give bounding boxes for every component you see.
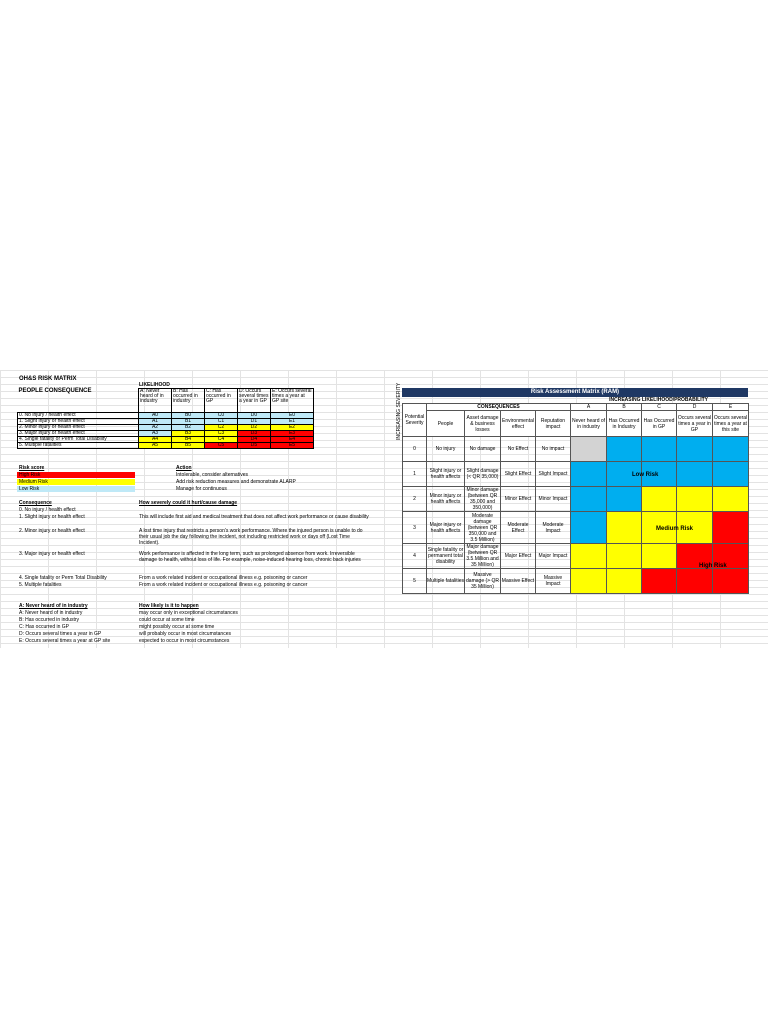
- risk-score-label: Risk score: [19, 465, 45, 471]
- low-risk-label: Low Risk: [632, 472, 659, 478]
- ram-letter-a: A: [571, 404, 607, 411]
- row-label: 1. Slight injury or health effect: [18, 419, 139, 425]
- ram-cell: [642, 437, 677, 462]
- rep: Major Impact: [536, 544, 571, 569]
- env: Minor Effect: [501, 487, 536, 512]
- ram-title: Risk Assessment Matrix (RAM): [402, 388, 748, 397]
- consequence-header: Consequence: [19, 500, 52, 506]
- cell: C1: [205, 419, 238, 425]
- likelihood-label: LIKELIHOOD: [139, 382, 170, 388]
- row-label: 0. No injury / health effect: [18, 413, 139, 419]
- cell: E0: [271, 413, 314, 419]
- cell: B1: [172, 419, 205, 425]
- ram-cell: [713, 487, 749, 512]
- ram-head-severity: Potential Severity: [403, 404, 427, 437]
- likelihood-def-b: B: Has occurred in industry: [19, 617, 80, 623]
- matrix-row-5: [18, 443, 314, 449]
- people: Single fatality or permanent total disability: [427, 544, 465, 569]
- oh-s-risk-matrix: [17, 388, 314, 449]
- likelihood-def-c-text: might possibly occur at some time: [139, 624, 215, 630]
- asset: No damage: [465, 437, 501, 462]
- ram-consequences: CONSEQUENCES: [427, 404, 571, 411]
- ram-cell: [571, 544, 607, 569]
- sev: 4: [403, 544, 427, 569]
- asset: Major damage (between QR 3.5 Million and 35 Million): [466, 544, 499, 568]
- likelihood-col-b: B: Has occurred in industry: [172, 389, 205, 413]
- cell: B0: [172, 413, 205, 419]
- rep: Moderate Impact: [536, 512, 571, 544]
- likelihood-col-e: E: Occurs several times a year at GP site: [271, 389, 314, 413]
- consequence-3: 3. Major injury or health effect: [19, 551, 85, 557]
- ram-letter-d: D: [677, 404, 713, 411]
- ram-lh-d: Occurs several times a year in GP: [677, 411, 713, 437]
- ram-row-0: [403, 437, 749, 462]
- risk-level-low: Low Risk: [17, 486, 135, 492]
- action-medium: Add risk reduction measures and demonstrate ALARP: [176, 479, 296, 485]
- high-risk-label: High Risk: [699, 563, 727, 569]
- action-label: Action: [176, 465, 192, 471]
- likelihood-col-c: C: Has occurred in GP: [205, 389, 238, 413]
- likelihood-col-a: A: Never heard of in industry: [139, 389, 172, 413]
- people: No injury: [427, 437, 465, 462]
- cell: E1: [271, 419, 314, 425]
- sheet-title: OH&S RISK MATRIX: [19, 376, 77, 382]
- sev: 0: [403, 437, 427, 462]
- ram-cell: [677, 437, 713, 462]
- consequence-0: 0. No injury / health effect: [19, 507, 76, 513]
- asset: Slight damage (< QR 35,000): [465, 462, 501, 487]
- cell: A1: [139, 419, 172, 425]
- cell: A2: [139, 425, 172, 431]
- likelihood-def-c: C: Has occurred in GP: [19, 624, 70, 630]
- env: No Effect: [501, 437, 536, 462]
- ram-table: [402, 403, 749, 594]
- env: Moderate Effect: [501, 512, 536, 544]
- ram-row-3: [403, 512, 749, 544]
- cell: D1: [238, 419, 271, 425]
- consequence-2-text: A lost time injury that restricts a person's work performance. Where the injured person is unable to do their usual job the day following the incident, not including restricted work or days off (Lost Time Incident).: [139, 528, 363, 546]
- ram-cell: [607, 437, 642, 462]
- ram-cell: [677, 569, 713, 594]
- ram-lh-a: Never heard of in industry: [571, 411, 607, 437]
- ram-cell: [607, 487, 642, 512]
- ram-lh-e: Occurs several times a year at this site: [713, 411, 749, 437]
- cell: C2: [205, 425, 238, 431]
- env: Major Effect: [501, 544, 536, 569]
- severity-header: How severely could it hurt/cause damage: [139, 500, 238, 506]
- risk-assessment-matrix: [402, 388, 748, 594]
- cell: D5: [238, 443, 271, 449]
- ram-cell: [607, 512, 642, 544]
- medium-risk-label: Medium Risk: [656, 526, 694, 532]
- consequence-5-text: From a work related incident or occupational illness e.g. poisoning or cancer: [139, 582, 308, 588]
- ram-cell: [677, 462, 713, 487]
- people: Minor injury or health affects: [427, 487, 465, 512]
- cell: A4: [139, 437, 172, 443]
- cell: A5: [139, 443, 172, 449]
- rep: Slight Impact: [536, 462, 571, 487]
- consequence-1-text: This will include first aid and medical treatment that does not affect work performance or cause disability: [139, 514, 369, 520]
- cell: E5: [271, 443, 314, 449]
- cell: B3: [172, 431, 205, 437]
- cell: B2: [172, 425, 205, 431]
- ram-cell: [642, 569, 677, 594]
- consequence-4-text: From a work related incident or occupational illness e.g. poisoning or cancer: [139, 575, 308, 581]
- likelihood-def-e-text: expected to occur in most circumstances: [139, 638, 230, 644]
- cell: C4: [205, 437, 238, 443]
- ram-row-5: [403, 569, 749, 594]
- people: Major injury or health affects: [427, 512, 465, 544]
- cell: E4: [271, 437, 314, 443]
- sev: 3: [403, 512, 427, 544]
- ram-head-people: People: [427, 411, 465, 437]
- ram-row-4: [403, 544, 749, 569]
- likelihood-def-d-text: will probably occur in most circumstances: [139, 631, 231, 637]
- people-consequence-header: PEOPLE CONSEQUENCE: [18, 387, 92, 394]
- consequence-5: 5. Multiple fatalities: [19, 582, 62, 588]
- ram-cell: [677, 487, 713, 512]
- cell: B5: [172, 443, 205, 449]
- people: Multiple fatalities: [427, 569, 465, 594]
- env: Massive Effect: [501, 569, 536, 594]
- ram-letter-b: B: [607, 404, 642, 411]
- cell: A0: [139, 413, 172, 419]
- ram-head-env: Environmental effect: [501, 411, 536, 437]
- cell: C5: [205, 443, 238, 449]
- consequence-1: 1. Slight injury or health effect: [19, 514, 85, 520]
- ram-head-rep: Reputation impact: [536, 411, 571, 437]
- sev: 2: [403, 487, 427, 512]
- action-high: Intolerable, consider alternatives: [176, 472, 248, 478]
- likelihood-def-a: A: Never heard of in industry: [19, 610, 83, 616]
- ram-cell: [713, 462, 749, 487]
- ram-cell: [607, 544, 642, 569]
- likelihood-header: A: Never heard of in industry: [19, 603, 88, 609]
- asset: Massive damage (> QR 35 Million): [465, 569, 501, 594]
- likelihood-def-d: D: Occurs several times a year in GP: [19, 631, 102, 637]
- ram-cell: [571, 487, 607, 512]
- cell: D2: [238, 425, 271, 431]
- ram-cell: [607, 569, 642, 594]
- likelihood-def-e: E: Occurs several times a year at GP site: [19, 638, 111, 644]
- ram-cell: [571, 462, 607, 487]
- rep: Minor Impact: [536, 487, 571, 512]
- cell: B4: [172, 437, 205, 443]
- likelihood-def-a-text: may occur only in exceptional circumstances: [139, 610, 238, 616]
- cell: E2: [271, 425, 314, 431]
- rep: No impact: [536, 437, 571, 462]
- ram-head-asset: Asset damage & business losses: [465, 411, 501, 437]
- ram-row-1: [403, 462, 749, 487]
- rep: Massive Impact: [536, 569, 571, 594]
- cell: E3: [271, 431, 314, 437]
- ram-letter-c: C: [642, 404, 677, 411]
- increasing-likelihood-label: INCREASING LIKELIHOOD/PROBABILITY: [609, 397, 708, 403]
- cell: C3: [205, 431, 238, 437]
- asset: Moderate damage (between QR 350,000 and 3.5 Million): [465, 512, 501, 544]
- row-label: 5. Multiple fatalities: [18, 443, 139, 449]
- risk-level-medium: Medium Risk: [17, 479, 135, 485]
- row-label: 4. Single fatality or Perm Total Disability: [18, 437, 139, 443]
- likelihood-col-d: D: Occurs several times a year in GP: [238, 389, 271, 413]
- cell: D3: [238, 431, 271, 437]
- row-label: 2. Minor injury or health effect: [18, 425, 139, 431]
- ram-cell: [571, 437, 607, 462]
- increasing-severity-label: INCREASING SEVERITY: [396, 382, 402, 440]
- ram-cell: [571, 569, 607, 594]
- consequence-3-text: Work performance is affected in the long term, such as prolonged absence from work. Irreversible damage to health, without loss of life. For example, noise-induced hearing loss, chronic back injuries: [139, 551, 361, 563]
- people: Slight injury or health affects: [427, 462, 465, 487]
- ram-lh-b: Has Occurred in Industry: [607, 411, 642, 437]
- ram-lh-c: Has Occurred in GP: [642, 411, 677, 437]
- likelihood-def-b-text: could occur at some time: [139, 617, 195, 623]
- sev: 1: [403, 462, 427, 487]
- asset: Minor damage (between QR 35,000 and 350,000): [465, 487, 501, 512]
- ram-cell: [713, 512, 749, 544]
- risk-level-high: High Risk: [17, 472, 135, 478]
- likelihood-question: How likely is it to happen: [139, 603, 199, 609]
- cell: C0: [205, 413, 238, 419]
- consequence-4: 4. Single fatality or Perm Total Disability: [19, 575, 107, 581]
- ram-cell: [642, 487, 677, 512]
- row-label: 3. Major injury or health effect: [18, 431, 139, 437]
- cell: D4: [238, 437, 271, 443]
- consequence-2: 2. Minor injury or health effect: [19, 528, 85, 534]
- cell: D0: [238, 413, 271, 419]
- ram-cell: [713, 569, 749, 594]
- ram-cell: [713, 437, 749, 462]
- action-low: Manage for continuous: [176, 486, 227, 492]
- ram-letter-e: E: [713, 404, 749, 411]
- cell: A3: [139, 431, 172, 437]
- sev: 5: [403, 569, 427, 594]
- env: Slight Effect: [501, 462, 536, 487]
- ram-cell: [571, 512, 607, 544]
- ram-cell: [642, 544, 677, 569]
- ram-row-2: [403, 487, 749, 512]
